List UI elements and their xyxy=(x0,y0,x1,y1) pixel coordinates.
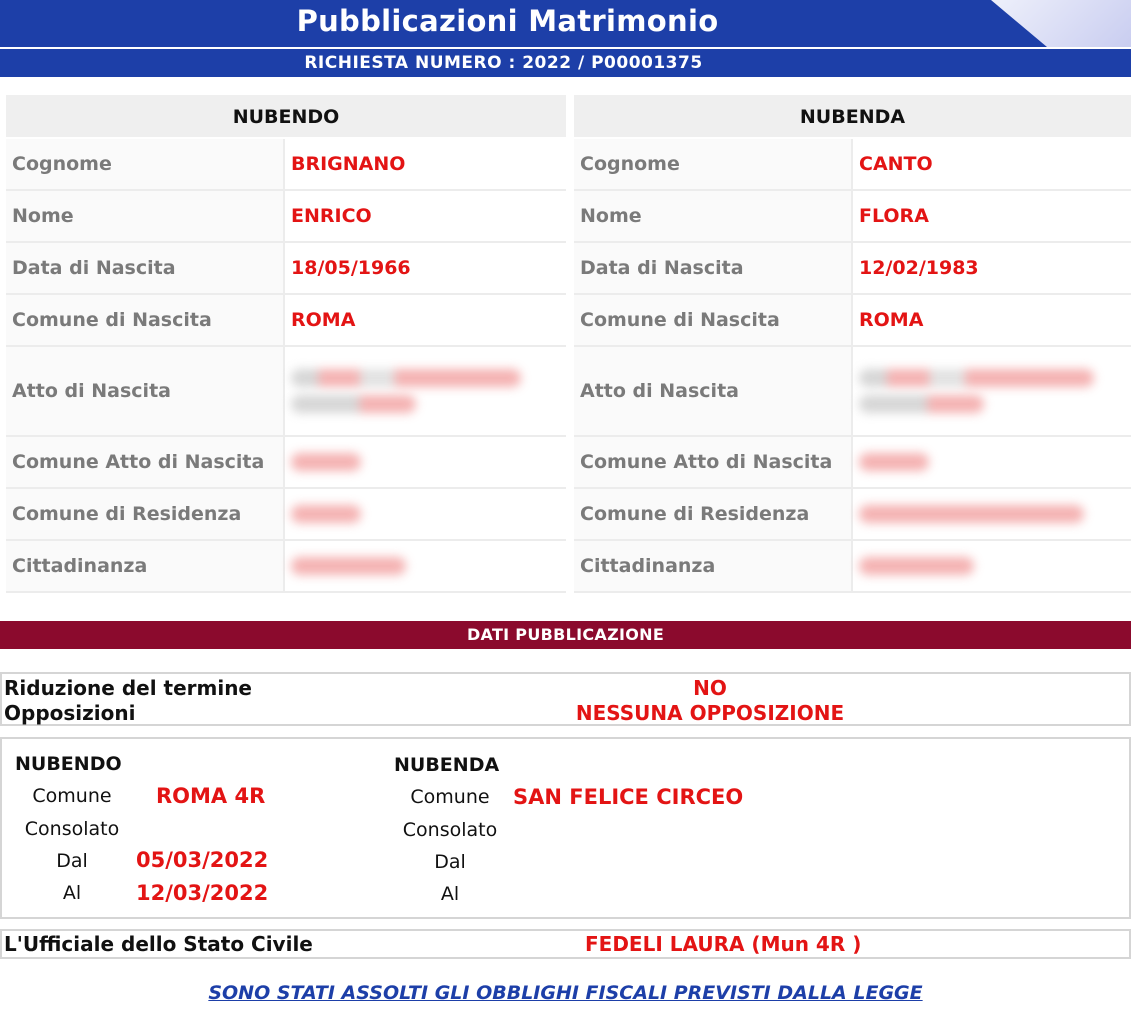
redacted-value xyxy=(285,347,566,435)
row-value: BRIGNANO xyxy=(285,139,566,189)
publication-details-box xyxy=(0,737,1131,919)
row-value: ROMA xyxy=(853,295,1131,345)
page-title: Pubblicazioni Matrimonio xyxy=(296,4,719,38)
redaction-blur xyxy=(291,453,361,471)
publication-nubendo-title: NUBENDO xyxy=(15,753,122,775)
row-label: Cognome xyxy=(574,139,853,189)
row-value: ENRICO xyxy=(285,191,566,241)
riduzione-label: Riduzione del termine xyxy=(4,676,252,700)
nubendo-comune-label: Comune xyxy=(32,785,112,807)
row-label: Comune di Residenza xyxy=(574,489,853,539)
row-value: 12/02/1983 xyxy=(853,243,1131,293)
opposizioni-value: NESSUNA OPPOSIZIONE xyxy=(575,701,845,725)
nubenda-comune-value: SAN FELICE CIRCEO xyxy=(513,785,744,809)
redacted-value xyxy=(853,489,1131,539)
request-number: RICHIESTA NUMERO : 2022 / P00001375 xyxy=(0,49,1131,77)
ufficiale-label: L'Ufficiale dello Stato Civile xyxy=(4,932,313,956)
nubenda-row-atto-nascita xyxy=(574,347,1131,437)
riduzione-opposizioni-box xyxy=(0,672,1131,726)
nubenda-row-cittadinanza xyxy=(574,541,1131,593)
obblighi-fiscali-link[interactable]: SONO STATI ASSOLTI GLI OBBLIGHI FISCALI PREVISTI DALLA LEGGE xyxy=(208,982,923,1004)
redacted-value xyxy=(285,489,566,539)
row-label: Comune di Nascita xyxy=(574,295,853,345)
nubenda-table xyxy=(574,95,1131,593)
nubenda-row-cognome xyxy=(574,139,1131,191)
nubenda-row-comune-residenza xyxy=(574,489,1131,541)
row-label: Data di Nascita xyxy=(6,243,285,293)
nubendo-al-value: 12/03/2022 xyxy=(136,881,269,905)
nubendo-al-label: Al xyxy=(62,882,82,904)
nubenda-al-label: Al xyxy=(440,883,460,905)
nubendo-consolato-label: Consolato xyxy=(24,818,120,840)
row-label: Cittadinanza xyxy=(6,541,285,591)
nubenda-row-nome xyxy=(574,191,1131,243)
row-label: Cittadinanza xyxy=(574,541,853,591)
redaction-blur xyxy=(859,453,929,471)
nubendo-title: NUBENDO xyxy=(6,95,566,139)
nubendo-row-nome xyxy=(6,191,566,243)
publication-nubenda-title: NUBENDA xyxy=(394,754,500,776)
redaction-blur xyxy=(859,505,1084,523)
redaction-blur xyxy=(859,369,1094,387)
nubendo-comune-value: ROMA 4R xyxy=(156,784,266,808)
row-label: Data di Nascita xyxy=(574,243,853,293)
redaction-blur xyxy=(291,557,406,575)
nubendo-row-comune-residenza xyxy=(6,489,566,541)
redaction-blur xyxy=(291,395,416,413)
opposizioni-label: Opposizioni xyxy=(4,701,136,725)
nubendo-row-data-nascita xyxy=(6,243,566,295)
row-label: Comune di Nascita xyxy=(6,295,285,345)
row-value: FLORA xyxy=(853,191,1131,241)
row-label: Nome xyxy=(574,191,853,241)
nubenda-consolato-label: Consolato xyxy=(402,819,498,841)
redaction-blur xyxy=(859,395,984,413)
nubendo-row-cognome xyxy=(6,139,566,191)
row-label: Nome xyxy=(6,191,285,241)
row-value: 18/05/1966 xyxy=(285,243,566,293)
nubenda-dal-label: Dal xyxy=(434,851,466,873)
row-label: Cognome xyxy=(6,139,285,189)
nubenda-row-comune-nascita xyxy=(574,295,1131,347)
nubendo-row-cittadinanza xyxy=(6,541,566,593)
row-label: Atto di Nascita xyxy=(574,347,853,435)
nubendo-row-comune-nascita xyxy=(6,295,566,347)
dati-pubblicazione-bar: DATI PUBBLICAZIONE xyxy=(0,621,1131,649)
redacted-value xyxy=(853,437,1131,487)
row-value: CANTO xyxy=(853,139,1131,189)
redaction-blur xyxy=(859,557,974,575)
riduzione-value: NO xyxy=(693,676,727,700)
row-label: Comune di Residenza xyxy=(6,489,285,539)
redaction-blur xyxy=(291,505,361,523)
row-label: Atto di Nascita xyxy=(6,347,285,435)
nubendo-dal-value: 05/03/2022 xyxy=(136,848,269,872)
row-label: Comune Atto di Nascita xyxy=(574,437,853,487)
redacted-value xyxy=(285,541,566,591)
nubendo-dal-label: Dal xyxy=(56,850,88,872)
nubenda-comune-label: Comune xyxy=(410,786,490,808)
ufficiale-value: FEDELI LAURA (Mun 4R ) xyxy=(585,932,862,956)
redaction-blur xyxy=(291,369,521,387)
nubendo-table xyxy=(6,95,566,593)
redacted-value xyxy=(853,541,1131,591)
row-value: ROMA xyxy=(285,295,566,345)
nubenda-row-data-nascita xyxy=(574,243,1131,295)
redacted-value xyxy=(853,347,1131,435)
nubenda-title: NUBENDA xyxy=(574,95,1131,139)
row-label: Comune Atto di Nascita xyxy=(6,437,285,487)
nubendo-row-comune-atto xyxy=(6,437,566,489)
ufficiale-box xyxy=(0,929,1131,959)
page-header xyxy=(0,0,1131,47)
redacted-value xyxy=(285,437,566,487)
nubenda-row-comune-atto xyxy=(574,437,1131,489)
nubendo-row-atto-nascita xyxy=(6,347,566,437)
